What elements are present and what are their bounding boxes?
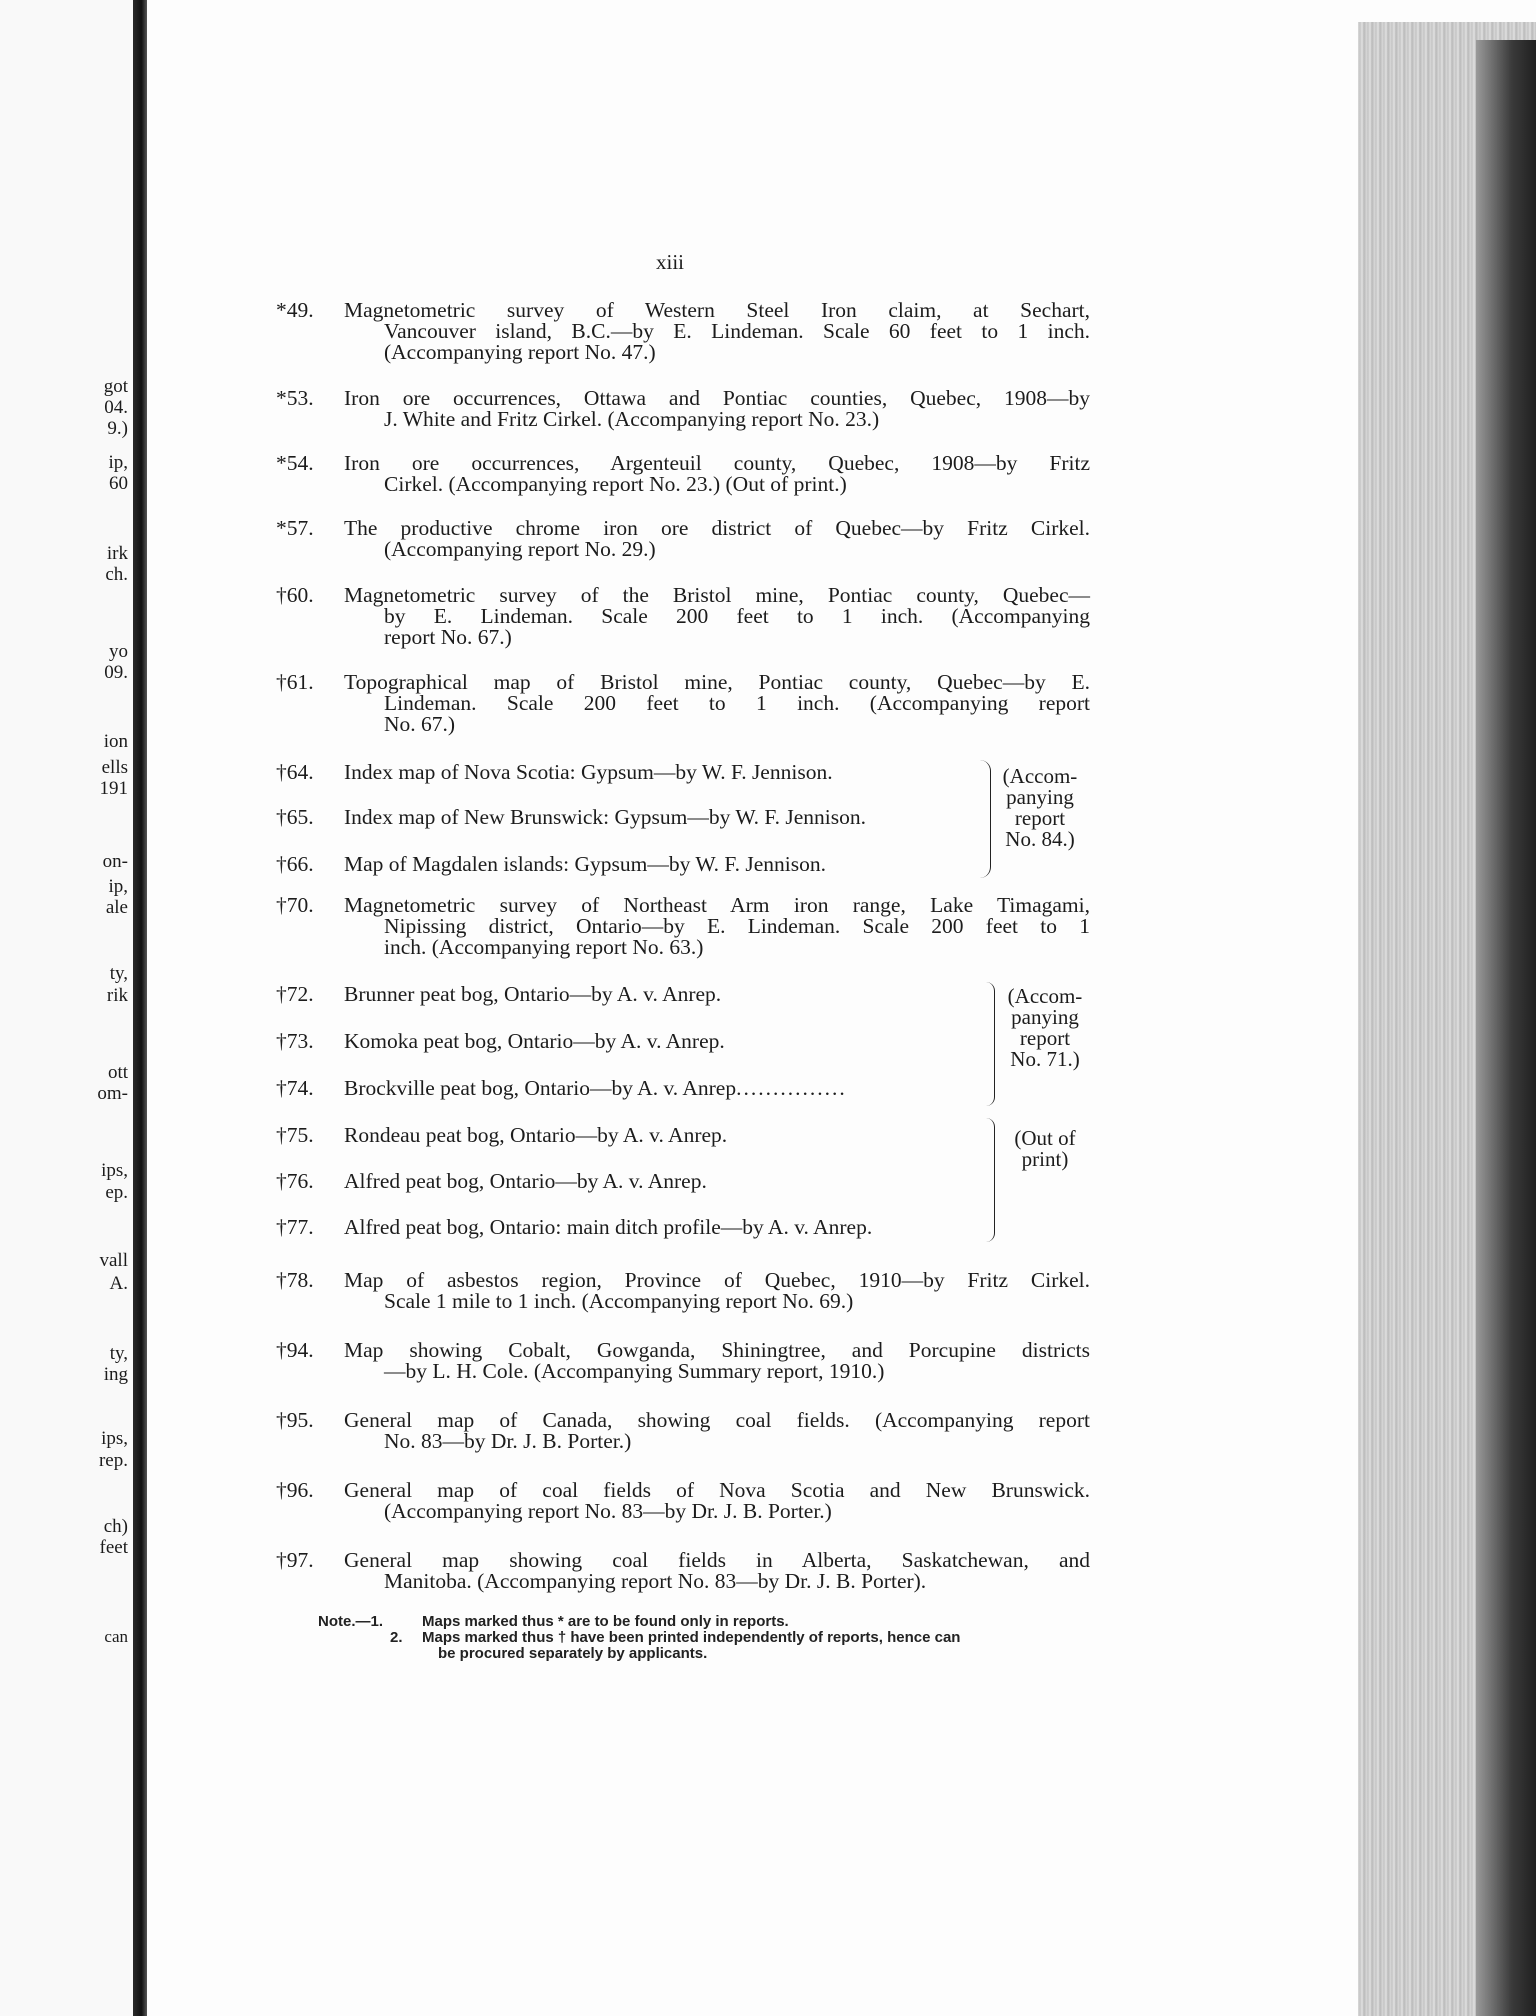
left-text: ip,: [108, 876, 128, 897]
entry-text: Magnetometric survey of Western Steel Iron claim, at Sechart, Vancouver island, B.C.—by E. Lindeman. Scale 60 feet to 1 inch. (Accompanying report No. 47.): [344, 298, 1090, 364]
entry-text: Komoka peat bog, Ontario—by A. v. Anrep.: [344, 1029, 725, 1053]
entry-text: The productive chrome iron ore district of Quebec—by Fritz Cirkel. (Accompanying report No. 29.): [344, 516, 1090, 561]
left-text: ips,: [101, 1428, 128, 1449]
entry-text: Magnetometric survey of Northeast Arm iron range, Lake Timagami, Nipissing district, Ontario—by E. Lindeman. Scale 200 feet to 1 inch. (Accompanying report No. 63.): [344, 893, 1090, 959]
left-page-fragment: [0, 0, 140, 2016]
left-text: ch.: [105, 564, 128, 585]
left-text: feet: [99, 1537, 128, 1558]
footnote-2: 2. Maps marked thus † have been printed independently of reports, hence can: [390, 1629, 961, 1646]
left-text: 04.: [104, 397, 128, 418]
footnote-2-continued: be procured separately by applicants.: [438, 1645, 708, 1662]
entry-text: Brockville peat bog, Ontario—by A. v. Anrep...............: [344, 1076, 847, 1100]
entry-text: Brunner peat bog, Ontario—by A. v. Anrep.: [344, 982, 722, 1006]
left-text: ty,: [109, 963, 128, 984]
entry-number: †66.: [276, 852, 314, 876]
left-text: yo: [109, 641, 128, 662]
left-text: ells: [101, 757, 128, 778]
entry-number: †65.: [276, 805, 314, 829]
entry-text: Map of Magdalen islands: Gypsum—by W. F. Jennison.: [344, 852, 827, 876]
entry-text: Alfred peat bog, Ontario—by A. v. Anrep.: [344, 1169, 707, 1193]
entry-number: †76.: [276, 1169, 314, 1193]
left-text: got: [103, 376, 128, 397]
entry-text: Map showing Cobalt, Gowganda, Shiningtree, and Porcupine districts —by L. H. Cole. (Accompanying Summary report, 1910.): [344, 1338, 1090, 1383]
entry-number: †75.: [276, 1123, 314, 1147]
entry-text: General map of coal fields of Nova Scotia and New Brunswick. (Accompanying report No. 83—by Dr. J. B. Porter.): [344, 1478, 1090, 1523]
entry-number: †97.: [276, 1548, 314, 1572]
entry-number: †64.: [276, 760, 314, 784]
left-text: vall: [99, 1250, 128, 1271]
entry-text: Index map of Nova Scotia: Gypsum—by W. F. Jennison.: [344, 760, 833, 784]
book-cover-edge: [1476, 40, 1536, 2016]
left-text: irk: [106, 543, 128, 564]
left-text: ips,: [101, 1160, 128, 1181]
entry-number: *57.: [276, 516, 314, 540]
entry-number: †72.: [276, 982, 314, 1006]
entry-number: *54.: [276, 451, 314, 475]
left-text: A.: [109, 1273, 128, 1294]
entry-text: Iron ore occurrences, Argenteuil county, Quebec, 1908—by Fritz Cirkel. (Accompanying report No. 23.) (Out of print.): [344, 451, 1090, 496]
entry-text: Topographical map of Bristol mine, Pontiac county, Quebec—by E. Lindeman. Scale 200 feet to 1 inch. (Accompanying report No. 67.): [344, 670, 1090, 736]
entry-number: †74.: [276, 1076, 314, 1100]
entry-text: Alfred peat bog, Ontario: main ditch profile—by A. v. Anrep.: [344, 1215, 873, 1239]
entry-number: †70.: [276, 893, 314, 917]
side-note-peat-accompanying: (Accom- panying report No. 71.): [1007, 984, 1083, 1071]
grouping-brace: [980, 760, 991, 878]
left-text: on-: [102, 851, 128, 872]
entry-number: †96.: [276, 1478, 314, 1502]
left-text: ep.: [105, 1182, 128, 1203]
entry-number: †61.: [276, 670, 314, 694]
entry-number: †94.: [276, 1338, 314, 1362]
book-spine: [133, 0, 147, 2016]
grouping-brace: [986, 982, 995, 1106]
left-text: om-: [97, 1083, 128, 1104]
left-text: rep.: [98, 1450, 128, 1471]
left-text: 60: [109, 473, 128, 494]
entry-text: Iron ore occurrences, Ottawa and Pontiac counties, Quebec, 1908—by J. White and Fritz Cirkel. (Accompanying report No. 23.): [344, 386, 1090, 431]
left-text: ing: [103, 1364, 128, 1385]
page-number: xiii: [656, 250, 685, 274]
left-text: ion: [103, 731, 128, 752]
grouping-brace: [986, 1118, 995, 1242]
entry-text: Map of asbestos region, Province of Quebec, 1910—by Fritz Cirkel. Scale 1 mile to 1 inch. (Accompanying report No. 69.): [344, 1268, 1090, 1313]
leader-dots: ...............: [736, 1076, 847, 1100]
entry-text: Magnetometric survey of the Bristol mine, Pontiac county, Quebec— by E. Lindeman. Scale 200 feet to 1 inch. (Accompanying report No. 67.): [344, 583, 1090, 649]
entry-text: General map showing coal fields in Alberta, Saskatchewan, and Manitoba. (Accompanying report No. 83—by Dr. J. B. Porter).: [344, 1548, 1090, 1593]
entry-text: Rondeau peat bog, Ontario—by A. v. Anrep.: [344, 1123, 728, 1147]
entry-text: Index map of New Brunswick: Gypsum—by W. F. Jennison.: [344, 805, 867, 829]
footnotes: [318, 1614, 960, 1662]
left-text: ip,: [108, 452, 128, 473]
left-text: ott: [107, 1062, 128, 1083]
entry-number: †60.: [276, 583, 314, 607]
left-text: 191: [99, 778, 128, 799]
footnote-1: Note.—1. Maps marked thus * are to be found only in reports.: [318, 1613, 789, 1630]
left-text: ch): [103, 1516, 128, 1537]
entry-number: *49.: [276, 298, 314, 322]
entry-number: *53.: [276, 386, 314, 410]
left-text: rik: [106, 985, 128, 1006]
left-text: 9.): [107, 418, 128, 439]
side-note-out-of-print: (Out of print): [1014, 1126, 1076, 1171]
side-note-gypsum: (Accom- panying report No. 84.): [1002, 764, 1078, 851]
left-text: ale: [105, 897, 128, 918]
left-text: can: [104, 1627, 128, 1646]
entry-number: †73.: [276, 1029, 314, 1053]
left-text: 09.: [104, 662, 128, 683]
left-text: ty,: [109, 1343, 128, 1364]
entry-text: General map of Canada, showing coal fields. (Accompanying report No. 83—by Dr. J. B. Porter.): [344, 1408, 1090, 1453]
entry-number: †95.: [276, 1408, 314, 1432]
entry-number: †78.: [276, 1268, 314, 1292]
entry-number: †77.: [276, 1215, 314, 1239]
